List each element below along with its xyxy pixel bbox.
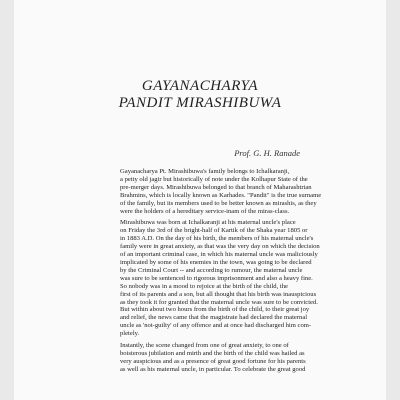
- paragraph: [112, 342, 364, 374]
- text-line: pletely.: [120, 330, 140, 338]
- text-line: as they took it for granted that the maternal uncle was sure to be convicted.: [120, 298, 318, 306]
- article-body: [112, 168, 364, 378]
- text-line: of an important criminal case, in which his maternal uncle was maliciously: [120, 251, 318, 259]
- text-line: of the family, but its members used to be better known as mirashis, as they: [120, 199, 317, 207]
- paragraph: [112, 168, 364, 215]
- text-line: Gayanacharya Pt. Mirashibuwa's family belongs to Ichalkaranji,: [120, 168, 290, 175]
- text-line: family were in great anxiety, as that was the very day on which the decision: [120, 243, 320, 251]
- text-line: and relief, the news came that the magistrate had declared the maternal: [120, 314, 308, 322]
- text-line: pre-merger days. Mirashibuwa belonged to that branch of Maharashtrian: [120, 183, 312, 191]
- text-line: by the Criminal Court -- and according to rumour, the maternal uncle: [120, 266, 303, 274]
- document-page: [14, 0, 386, 400]
- text-line: in 1883 A.D. On the day of his birth, the members of his maternal uncle's: [120, 235, 314, 243]
- text-line: were the holders of a hereditary service-inam of the miras-class.: [120, 207, 290, 215]
- text-line: uncle as 'not-guilty' of any offence and at once had discharged him com-: [120, 322, 312, 330]
- text-line: first of its parents and a son, but all thought that his birth was inauspicious: [120, 290, 317, 298]
- text-line: Brahmins, which is locally known as Karhades. "Pandit" is the true surname: [120, 191, 322, 199]
- text-line: So nobody was in a mood to rejoice at the birth of the child, the: [120, 282, 288, 290]
- title-block: [14, 78, 386, 112]
- text-line: as well as his maternal uncle, in particular. To celebrate the great good: [120, 365, 306, 373]
- page-title-line1: GAYANACHARYA: [141, 78, 259, 94]
- text-line: boisterous jubilation and mirth and the birth of the child was hailed as: [120, 349, 305, 357]
- text-line: very auspicious and as a presence of great good fortune for his parents: [120, 357, 306, 365]
- text-line: Instantly, the scene changed from one of great anxiety, to one of: [120, 342, 289, 350]
- text-line: was sure to be sentenced to rigorous imprisonment and also a heavy fine.: [120, 274, 313, 282]
- text-line: implicated by some of his enemies in the town, was going to be declared: [120, 258, 312, 266]
- paragraph: [112, 219, 364, 338]
- text-line: a petty old jagir but historically of note under the Kolhapur State of the: [120, 175, 308, 183]
- text-line: Mirashibuwa was born at Ichalkaranji at his maternal uncle's place: [120, 219, 296, 227]
- page-title-line2: PANDIT MIRASHIBUWA: [118, 95, 282, 111]
- text-line: on Friday the 3rd of the bright-half of Kartik of the Shaka year 1805 or: [120, 227, 308, 235]
- author-name: Prof. G. H. Ranade: [234, 148, 300, 158]
- text-line: But within about two hours from the birth of the child, to their great joy: [120, 306, 310, 314]
